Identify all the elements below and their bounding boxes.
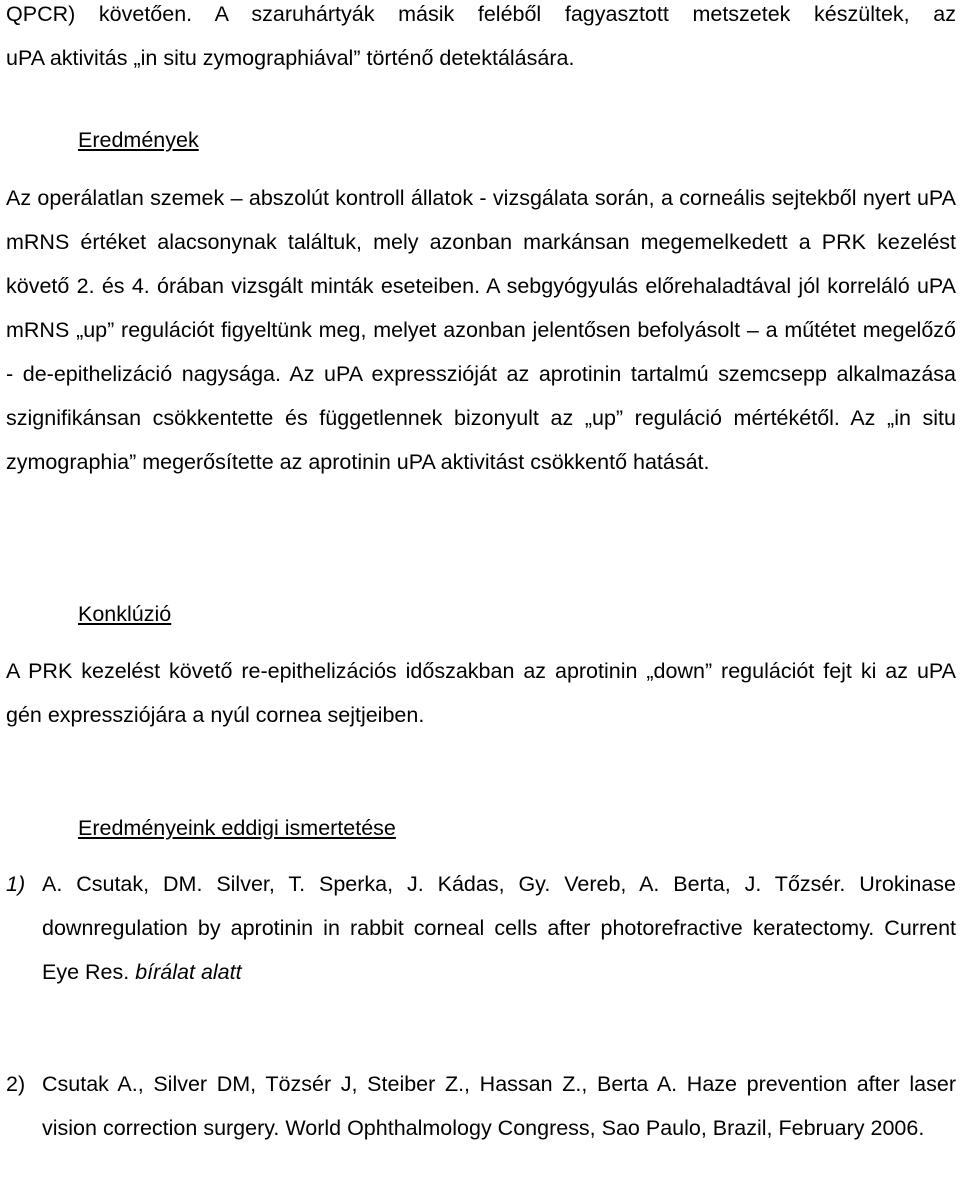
reference-text: A. Csutak, DM. Silver, T. Sperka, J. Kádas, Gy. Vereb, A. Berta, J. Tőzsér. Urokinase downregulation by aprotinin in rabbit corneal cells after photorefractive keratectomy. Current Eye Res. xyxy=(42,872,956,984)
publications-heading: Eredményeink eddigi ismertetése xyxy=(78,816,396,840)
conclusion-paragraph: A PRK kezelést követő re-epithelizációs időszakban az aprotinin „down” regulációt fejt ki az uPA gén expressziójára a nyúl cornea sejtjeiben. xyxy=(6,659,956,727)
reference-item xyxy=(6,1062,956,1150)
reference-body xyxy=(42,1062,956,1150)
intro-line-1: QPCR) követően. A szaruhártyák másik feléből fagyasztott metszetek készültek, az xyxy=(6,2,956,26)
reference-status-note: bírálat alatt xyxy=(135,960,242,984)
reference-text: Csutak A., Silver DM, Tözsér J, Steiber Z., Hassan Z., Berta A. Haze prevention after laser vision correction surgery. World Ophthalmology Congress, Sao Paulo, Brazil, February 2006. xyxy=(42,1072,956,1140)
reference-number: 2) xyxy=(6,1072,26,1096)
reference-body xyxy=(42,862,956,994)
results-heading: Eredmények xyxy=(78,128,199,152)
intro-line-2: uPA aktivitás „in situ zymographiával” történő detektálására. xyxy=(6,46,575,70)
conclusion-section xyxy=(6,649,956,737)
results-paragraph: Az operálatlan szemek – abszolút kontroll állatok - vizsgálata során, a corneális sejtekből nyert uPA mRNS értéket alacsonynak találtuk, mely azonban markánsan megemelkedett a PRK kezelést követő 2. és 4. órában vizsgált minták eseteiben. A sebgyógyulás előrehaladtával jól korreláló uPA mRNS „up” regulációt figyeltünk meg, melyet azonban jelentősen befolyásolt – a műtétet megelőző - de-epithelizáció nagysága. Az uPA expresszióját az aprotinin tartalmú szemcsepp alkalmazása szignifikánsan csökkentette és függetlennek bizonyult az „up” reguláció mértékétől. Az „in situ zymographia” megerősítette az aprotinin uPA aktivitást csökkentő hatását. xyxy=(6,186,956,474)
reference-number: 1) xyxy=(6,872,26,896)
intro-paragraph xyxy=(6,0,956,80)
reference-item xyxy=(6,862,956,994)
conclusion-heading: Konklúzió xyxy=(78,602,172,626)
results-section xyxy=(6,176,956,484)
